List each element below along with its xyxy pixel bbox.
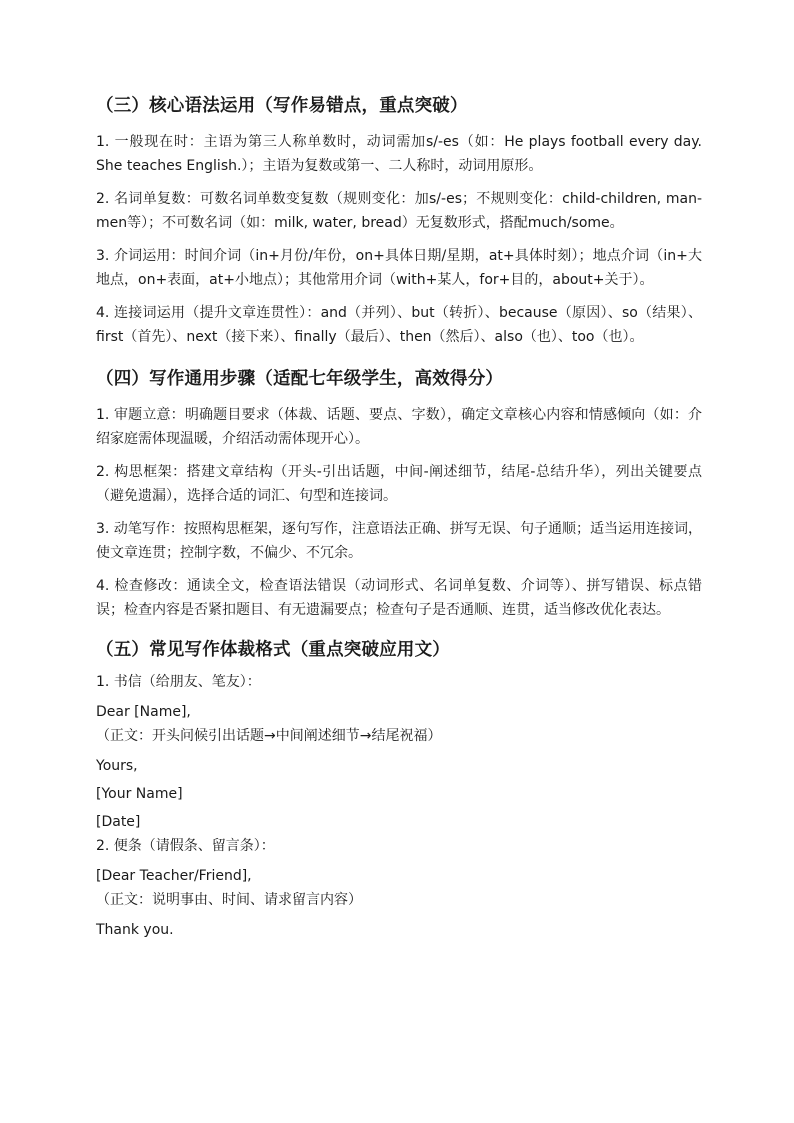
- note-greeting: [Dear Teacher/Friend],: [96, 868, 252, 884]
- section-4-item-3: 3. 动笔写作：按照构思框架，逐句写作，注意语法正确、拼写无误、句子通顺；适当运用连接词，使文章连贯；控制字数，不偏少、不冗余。: [96, 521, 702, 561]
- letter-date: [Date]: [96, 814, 141, 830]
- section-4-item-2: 2. 构思框架：搭建文章结构（开头-引出话题，中间-阐述细节，结尾-总结升华），列出关键要点（避免遗漏），选择合适的词汇、句型和连接词。: [96, 464, 702, 504]
- section-4-title: （四）写作通用步骤（适配七年级学生，高效得分）: [96, 369, 504, 389]
- section-3-item-2: 2. 名词单复数：可数名词单数变复数（规则变化：加s/-es；不规则变化：child-children, man-men等）；不可数名词（如：milk, water, bread）无复数形式，搭配much/some。: [96, 191, 702, 231]
- section-5-title: （五）常见写作体裁格式（重点突破应用文）: [96, 640, 450, 660]
- note-heading: 2. 便条（请假条、留言条）：: [96, 838, 275, 854]
- section-3-item-1: 1. 一般现在时：主语为第三人称单数时，动词需加s/-es（如：He plays football every day. She teaches English.）；主语为复数或第一、二人称时，动词用原形。: [96, 134, 702, 174]
- letter-body: （正文：开头问候引出话题→中间阐述细节→结尾祝福）: [96, 728, 442, 744]
- note-closing: Thank you.: [96, 922, 174, 938]
- letter-signature: [Your Name]: [96, 786, 183, 802]
- section-3-title: （三）核心语法运用（写作易错点，重点突破）: [96, 96, 468, 116]
- section-4-item-1: 1. 审题立意：明确题目要求（体裁、话题、要点、字数），确定文章核心内容和情感倾向（如：介绍家庭需体现温暖，介绍活动需体现开心）。: [96, 407, 702, 447]
- letter-greeting: Dear [Name],: [96, 704, 191, 720]
- section-3-item-4: 4. 连接词运用（提升文章连贯性）：and（并列）、but（转折）、because（原因）、so（结果）、first（首先）、next（接下来）、finally（最后）、then（然后）、also（也）、too（也）。: [96, 305, 702, 345]
- note-body: （正文：说明事由、时间、请求留言内容）: [96, 892, 362, 908]
- letter-heading: 1. 书信（给朋友、笔友）：: [96, 674, 261, 690]
- letter-closing: Yours,: [96, 758, 138, 774]
- document-page: [96, 92, 702, 942]
- section-4-item-4: 4. 检查修改：通读全文，检查语法错误（动词形式、名词单复数、介词等）、拼写错误、标点错误；检查内容是否紧扣题目、有无遗漏要点；检查句子是否通顺、连贯，适当修改优化表达。: [96, 578, 702, 618]
- section-3-item-3: 3. 介词运用：时间介词（in+月份/年份，on+具体日期/星期，at+具体时刻）；地点介词（in+大地点，on+表面，at+小地点）；其他常用介词（with+某人，for+目的，about+关于）。: [96, 248, 702, 288]
